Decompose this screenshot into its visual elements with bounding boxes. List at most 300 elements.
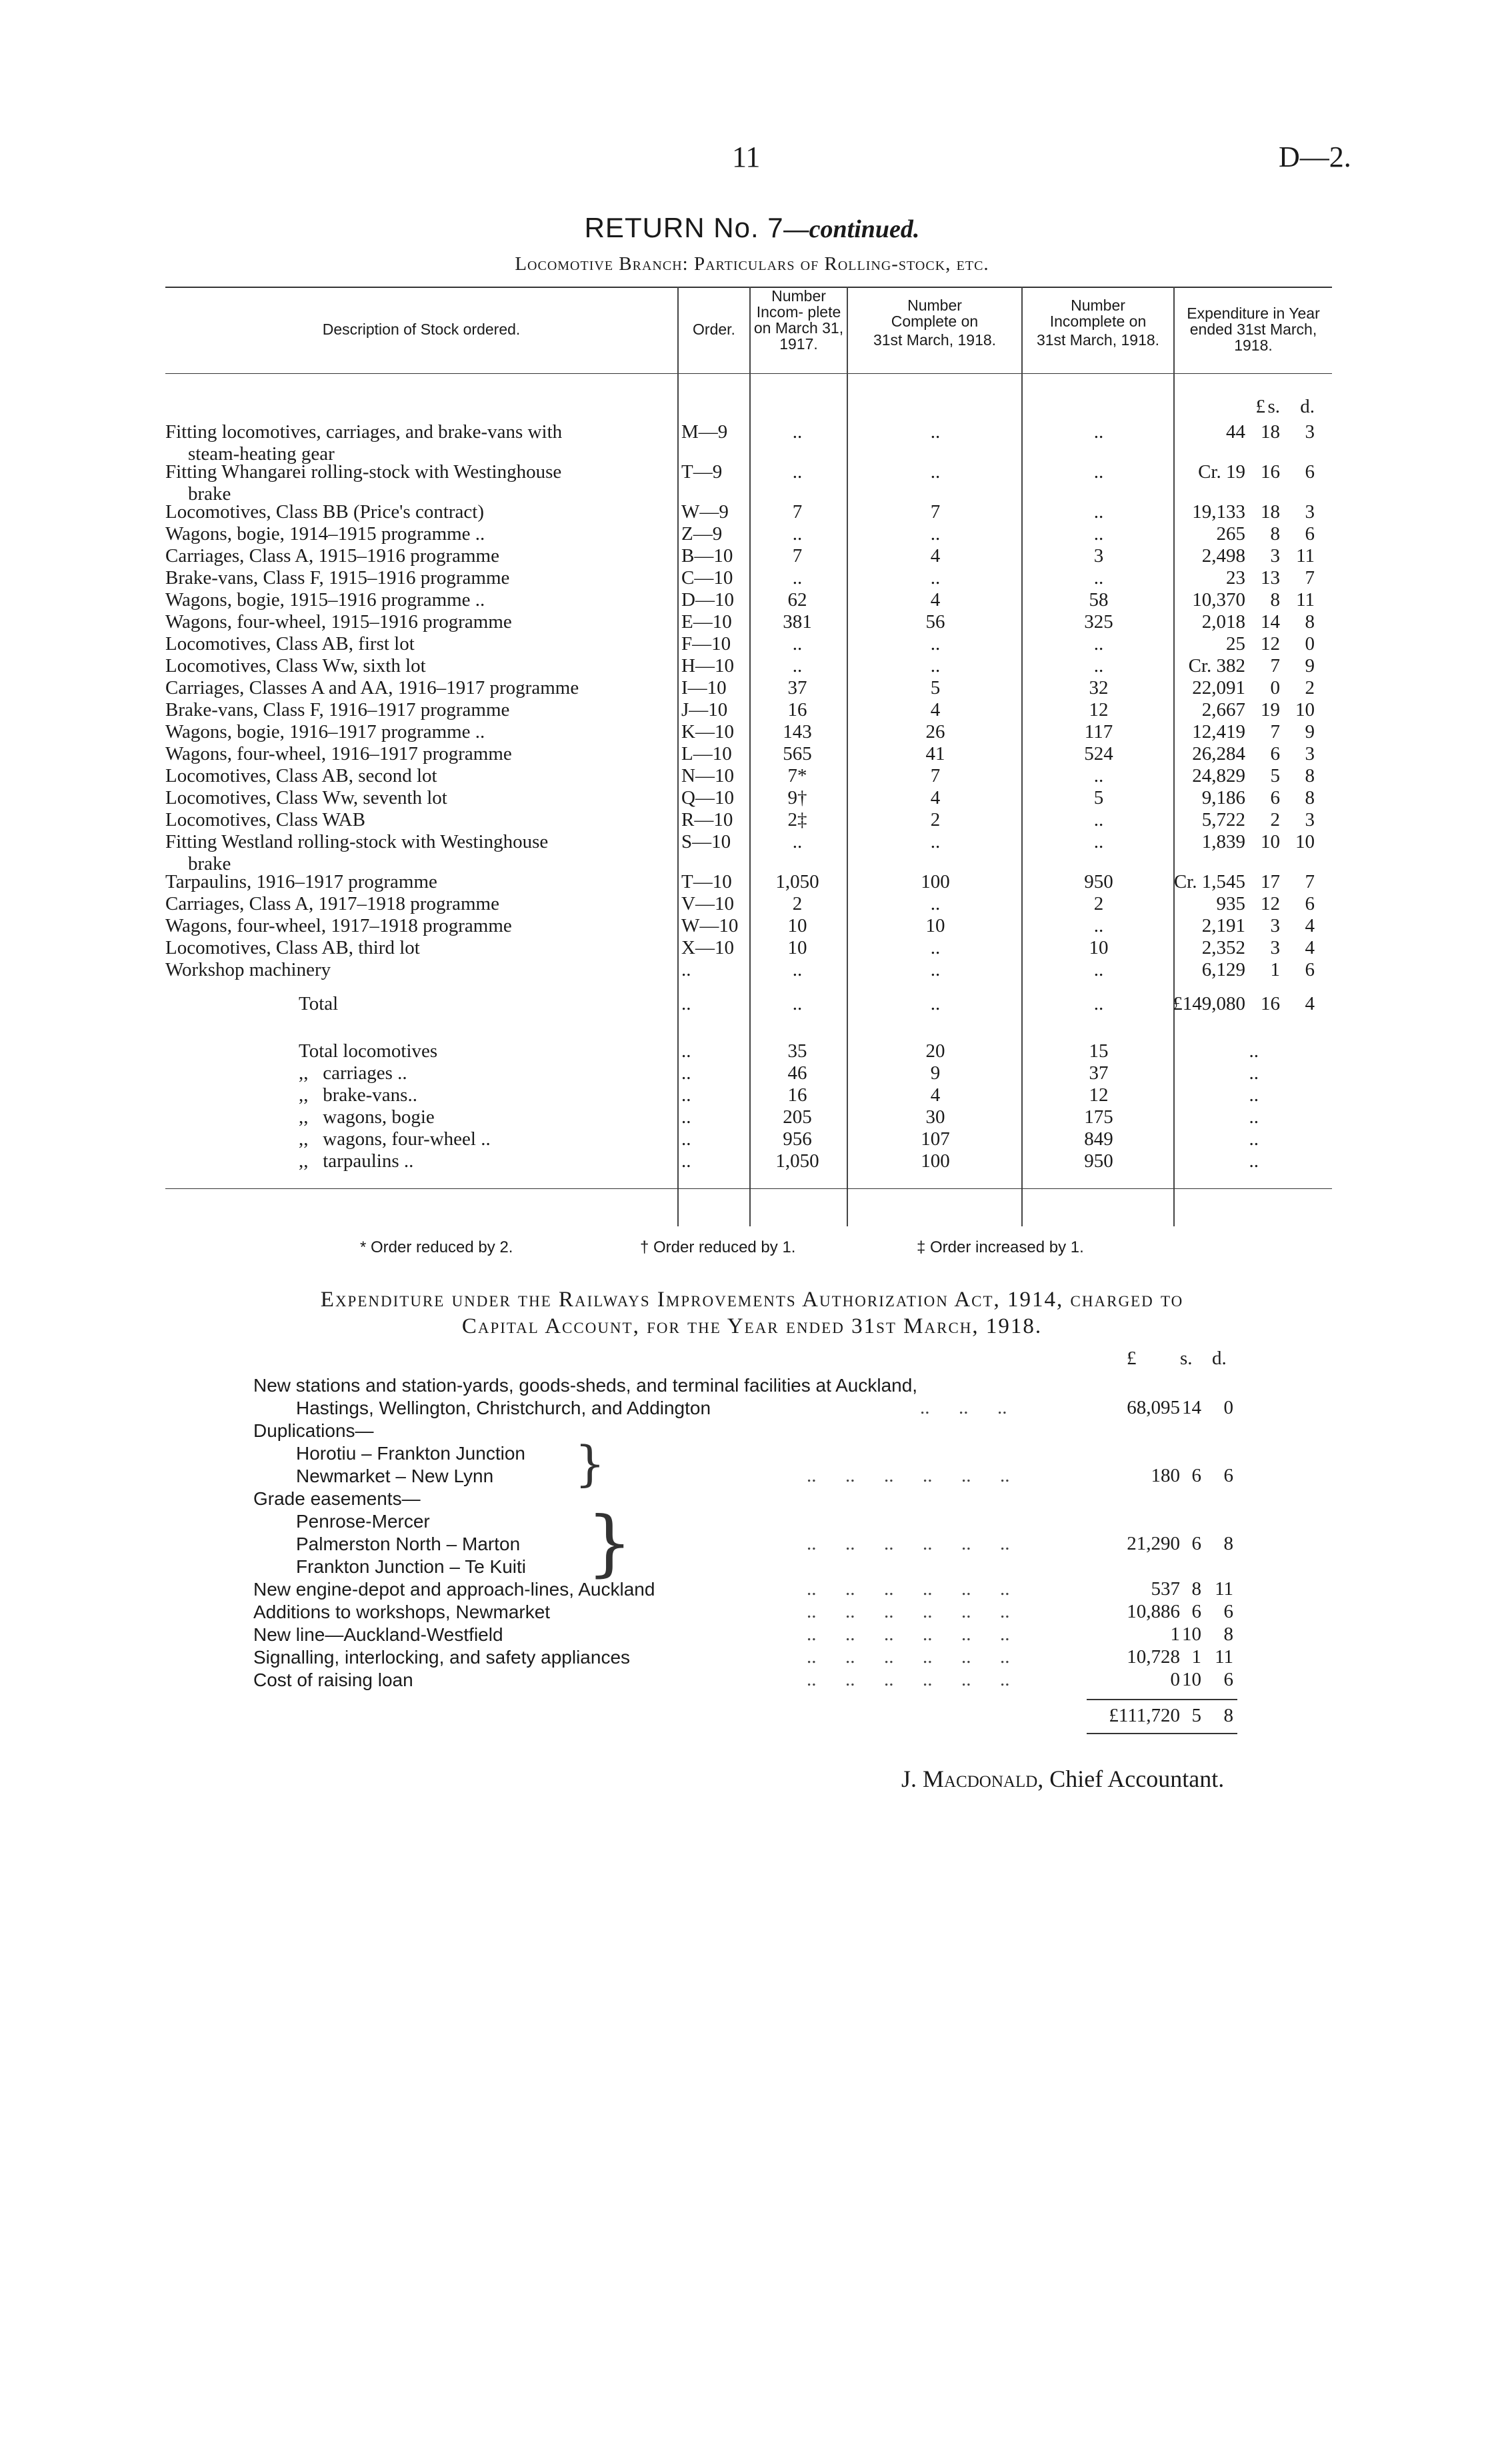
incomplete-1918: ..	[1093, 461, 1104, 483]
summary-label: ,, brake-vans..	[299, 1084, 417, 1106]
expenditure-shillings: 1	[1270, 959, 1280, 980]
document-code: D—2.	[1279, 141, 1351, 173]
incomplete-1917: 7	[792, 545, 803, 567]
expenditure-pence: 6	[1305, 523, 1315, 545]
order-code: F—10	[681, 633, 731, 654]
summary-expenditure: ..	[1249, 1150, 1259, 1172]
table-top-rule	[165, 287, 1332, 288]
complete-1918: ..	[930, 959, 941, 980]
summary-incomplete-1917: 1,050	[775, 1150, 819, 1172]
incomplete-1918: 5	[1093, 787, 1104, 808]
complete-1918: ..	[930, 461, 941, 483]
summary-complete-1918: 100	[921, 1150, 950, 1172]
table-row	[165, 545, 1332, 567]
stock-description: Carriages, Classes A and AA, 1916–1917 programme	[165, 677, 579, 698]
expenditure-item: New engine-depot and approach-lines, Auckland	[253, 1579, 655, 1600]
header-expenditure: Expenditure in Year ended 31st March, 1918.	[1187, 305, 1320, 354]
incomplete-1917: 1,050	[775, 871, 819, 892]
stock-description: Fitting Whangarei rolling-stock with Westinghouse	[165, 461, 562, 483]
complete-1918: 56	[925, 611, 945, 632]
expenditure-heading-line2: Capital Account, for the Year ended 31st March, 1918.	[461, 1314, 1043, 1338]
expenditure-pence: 4	[1305, 937, 1315, 958]
stock-description: Brake-vans, Class F, 1916–1917 programme	[165, 699, 510, 720]
expenditure-item: Penrose-Mercer	[296, 1511, 430, 1532]
complete-1918: 26	[925, 721, 945, 742]
summary-incomplete-1917: 35	[787, 1040, 807, 1062]
exp-pence-label: d.	[1212, 1348, 1227, 1369]
header-complete-1918	[848, 297, 1021, 348]
order-code: ..	[681, 959, 691, 980]
summary-order: ..	[681, 1040, 691, 1062]
expenditure-pence: 8	[1305, 611, 1315, 632]
order-code: B—10	[681, 545, 733, 567]
summary-expenditure: ..	[1249, 1106, 1259, 1128]
leader-dots: .. .. .. .. .. ..	[807, 1533, 1010, 1554]
table-row	[165, 809, 1332, 831]
expenditure-pounds: 265	[1216, 523, 1245, 545]
signature-block	[901, 1765, 1224, 1793]
table-row	[165, 937, 1332, 959]
stock-description: Wagons, four-wheel, 1916–1917 programme	[165, 743, 512, 764]
exp-total-pounds: £111,720	[1109, 1705, 1180, 1726]
complete-1918: ..	[930, 655, 941, 676]
stock-description: Workshop machinery	[165, 959, 331, 980]
expenditure-shillings: 14	[1261, 611, 1280, 632]
expenditure-item: New stations and station-yards, goods-sheds, and terminal facilities at Auckland,	[253, 1375, 918, 1396]
expenditure-shillings: 12	[1261, 633, 1280, 654]
exp-shillings: 6	[1191, 1465, 1201, 1486]
expenditure-shillings: 6	[1270, 743, 1280, 764]
expenditure-pence: 8	[1305, 787, 1315, 808]
incomplete-1918: ..	[1093, 655, 1104, 676]
incomplete-1918: 117	[1084, 721, 1113, 742]
incomplete-1918: 950	[1084, 871, 1113, 892]
order-code: C—10	[681, 567, 733, 589]
incomplete-1918: 10	[1089, 937, 1109, 958]
exp-pence: 6	[1223, 1465, 1233, 1486]
stock-description: Brake-vans, Class F, 1915–1916 programme	[165, 567, 510, 589]
summary-label: Total locomotives	[299, 1040, 438, 1062]
expenditure-shillings: 8	[1270, 523, 1280, 545]
exp-pence: 6	[1223, 1669, 1233, 1690]
stock-description-continued: brake	[188, 853, 231, 874]
leader-dots: .. .. .. .. .. ..	[807, 1578, 1010, 1600]
complete-1918: 2	[930, 809, 941, 830]
order-code: X—10	[681, 937, 734, 958]
table-row	[165, 501, 1332, 523]
order-code: N—10	[681, 765, 734, 786]
complete-1918: 5	[930, 677, 941, 698]
table-row	[165, 871, 1332, 893]
complete-1918: 4	[930, 699, 941, 720]
expenditure-pounds: 24,829	[1192, 765, 1245, 786]
return-title	[0, 212, 1504, 244]
stock-description: Fitting locomotives, carriages, and brake-vans with	[165, 421, 563, 443]
exp-total-shillings: 5	[1191, 1705, 1201, 1726]
expenditure-pence: 3	[1305, 809, 1315, 830]
expenditure-shillings: 18	[1261, 501, 1280, 523]
table-row	[165, 765, 1332, 787]
expenditure-shillings: 12	[1261, 893, 1280, 914]
incomplete-1918: ..	[1093, 831, 1104, 852]
currency-header-row	[165, 396, 1332, 418]
total-row	[165, 993, 1332, 1015]
order-code: W—9	[681, 501, 729, 523]
table-row	[165, 611, 1332, 633]
total-n2: ..	[930, 993, 941, 1014]
expenditure-pounds: 935	[1216, 893, 1245, 914]
leader-dots: .. .. ..	[920, 1397, 1007, 1418]
summary-row	[165, 1128, 1332, 1150]
expenditure-pounds: 9,186	[1201, 787, 1245, 808]
expenditure-pounds: 12,419	[1192, 721, 1245, 742]
order-code: D—10	[681, 589, 734, 611]
summary-expenditure: ..	[1249, 1084, 1259, 1106]
incomplete-1918: ..	[1093, 959, 1104, 980]
header-incomplete-date: 31st March, 1918.	[1036, 331, 1160, 349]
summary-label: ,, wagons, bogie	[299, 1106, 435, 1128]
expenditure-item: New line—Auckland-Westfield	[253, 1624, 503, 1645]
stock-description: Locomotives, Class AB, third lot	[165, 937, 420, 958]
expenditure-heading-line1: Expenditure under the Railways Improvements Authorization Act, 1914, charged to	[320, 1288, 1184, 1312]
incomplete-1917: 37	[787, 677, 807, 698]
complete-1918: 4	[930, 589, 941, 611]
incomplete-1917: 16	[787, 699, 807, 720]
expenditure-shillings: 7	[1270, 721, 1280, 742]
expenditure-item: Signalling, interlocking, and safety appliances	[253, 1647, 631, 1668]
order-code: K—10	[681, 721, 734, 742]
incomplete-1917: 565	[783, 743, 812, 764]
expenditure-shillings: 2	[1270, 809, 1280, 830]
order-code: S—10	[681, 831, 731, 852]
exp-shillings: 14	[1182, 1397, 1201, 1418]
expenditure-heading	[165, 1286, 1339, 1340]
expenditure-shillings: 3	[1270, 545, 1280, 567]
pence-label: d.	[1300, 396, 1315, 417]
complete-1918: ..	[930, 893, 941, 914]
expenditure-pence: 10	[1295, 699, 1315, 720]
exp-shillings: 6	[1191, 1601, 1201, 1622]
incomplete-1918: ..	[1093, 523, 1104, 545]
header-description: Description of Stock ordered.	[322, 321, 521, 338]
expenditure-pounds: 19,133	[1192, 501, 1245, 523]
expenditure-item: Palmerston North – Marton	[296, 1534, 521, 1554]
duplications-brace: }	[575, 1436, 605, 1492]
incomplete-1918: ..	[1093, 765, 1104, 786]
incomplete-1917: 143	[783, 721, 812, 742]
complete-1918: 4	[930, 545, 941, 567]
stock-description: Tarpaulins, 1916–1917 programme	[165, 871, 437, 892]
shilling-label: s.	[1267, 396, 1280, 417]
stock-description: Wagons, bogie, 1916–1917 programme ..	[165, 721, 485, 742]
expenditure-item: Grade easements—	[253, 1488, 421, 1509]
summary-incomplete-1918: 849	[1084, 1128, 1113, 1150]
exp-pence: 8	[1223, 1533, 1233, 1554]
table-bottom-rule	[165, 1188, 1332, 1189]
incomplete-1917: ..	[792, 633, 803, 654]
summary-complete-1918: 30	[925, 1106, 945, 1128]
expenditure-shillings: 0	[1270, 677, 1280, 698]
order-code: L—10	[681, 743, 732, 764]
incomplete-1917: 10	[787, 915, 807, 936]
summary-complete-1918: 9	[930, 1062, 941, 1084]
expenditure-pence: 0	[1305, 633, 1315, 654]
complete-1918: 41	[925, 743, 945, 764]
expenditure-shillings: 13	[1261, 567, 1280, 589]
leader-dots: .. .. .. .. .. ..	[807, 1646, 1010, 1668]
leader-dots: .. .. .. .. .. ..	[807, 1465, 1010, 1486]
summary-row	[165, 1084, 1332, 1106]
summary-incomplete-1918: 950	[1084, 1150, 1113, 1172]
incomplete-1917: ..	[792, 461, 803, 483]
expenditure-shillings: 10	[1261, 831, 1280, 852]
expenditure-shillings: 19	[1261, 699, 1280, 720]
order-code: M—9	[681, 421, 728, 443]
leader-dots: .. .. .. .. .. ..	[807, 1669, 1010, 1690]
summary-label: ,, wagons, four-wheel ..	[299, 1128, 491, 1150]
complete-1918: ..	[930, 633, 941, 654]
expenditure-pounds: 2,018	[1201, 611, 1245, 632]
order-code: R—10	[681, 809, 733, 830]
total-label: Total	[299, 993, 339, 1014]
expenditure-pounds: 2,191	[1201, 915, 1245, 936]
table-row	[165, 721, 1332, 743]
incomplete-1917: 10	[787, 937, 807, 958]
incomplete-1918: 3	[1093, 545, 1104, 567]
expenditure-shillings: 16	[1261, 461, 1280, 483]
incomplete-1917: ..	[792, 523, 803, 545]
expenditure-pounds: 26,284	[1192, 743, 1245, 764]
table-row	[165, 421, 1332, 443]
footnote-2: † Order reduced by 1.	[640, 1238, 796, 1256]
stock-description: Locomotives, Class WAB	[165, 809, 365, 830]
total-order: ..	[681, 993, 691, 1014]
header-complete-date: 31st March, 1918.	[873, 331, 997, 349]
incomplete-1917: 62	[787, 589, 807, 611]
order-code: E—10	[681, 611, 732, 632]
incomplete-1918: ..	[1093, 501, 1104, 523]
table-row	[165, 743, 1332, 765]
table-row	[165, 893, 1332, 915]
summary-incomplete-1918: 12	[1089, 1084, 1109, 1106]
exp-total-pence: 8	[1223, 1705, 1233, 1726]
complete-1918: 10	[925, 915, 945, 936]
exp-shillings: 1	[1191, 1646, 1201, 1668]
complete-1918: ..	[930, 567, 941, 589]
summary-complete-1918: 107	[921, 1128, 950, 1150]
expenditure-pounds: 22,091	[1192, 677, 1245, 698]
complete-1918: ..	[930, 831, 941, 852]
expenditure-pounds: Cr. 19	[1198, 461, 1245, 483]
order-code: J—10	[681, 699, 728, 720]
total-n1: ..	[792, 993, 803, 1014]
summary-label: ,, carriages ..	[299, 1062, 407, 1084]
expenditure-pounds: 2,498	[1201, 545, 1245, 567]
header-incomplete-1918	[1023, 297, 1173, 348]
return-title-suffix: —continued.	[783, 215, 920, 243]
table-row	[165, 589, 1332, 611]
summary-incomplete-1917: 46	[787, 1062, 807, 1084]
exp-pence: 6	[1223, 1601, 1233, 1622]
exp-pound-label: £	[1127, 1348, 1137, 1369]
order-code: I—10	[681, 677, 727, 698]
incomplete-1918: 2	[1093, 893, 1104, 914]
accountant-name: J. Macdonald,	[901, 1766, 1044, 1792]
expenditure-pence: 6	[1305, 461, 1315, 483]
complete-1918: ..	[930, 937, 941, 958]
expenditure-pounds: 25	[1226, 633, 1245, 654]
expenditure-pence: 8	[1305, 765, 1315, 786]
table-row	[165, 959, 1332, 981]
incomplete-1917: 7	[792, 501, 803, 523]
rolling-stock-table	[165, 281, 1332, 1234]
stock-description: Carriages, Class A, 1917–1918 programme	[165, 893, 499, 914]
order-code: Z—9	[681, 523, 723, 545]
footnote-1: * Order reduced by 2.	[360, 1238, 513, 1256]
header-incomplete-text: Number Incomplete on	[1049, 297, 1147, 330]
grade-easements-brace: }	[587, 1502, 633, 1585]
exp-pounds: 68,095	[1127, 1397, 1180, 1418]
summary-row	[165, 1062, 1332, 1084]
exp-pounds: 180	[1151, 1465, 1180, 1486]
incomplete-1917: ..	[792, 655, 803, 676]
summary-incomplete-1918: 37	[1089, 1062, 1109, 1084]
expenditure-pounds: 10,370	[1192, 589, 1245, 611]
stock-description: Locomotives, Class Ww, sixth lot	[165, 655, 426, 676]
exp-pence: 11	[1215, 1646, 1233, 1668]
summary-expenditure: ..	[1249, 1062, 1259, 1084]
expenditure-shillings: 5	[1270, 765, 1280, 786]
exp-pounds: 10,886	[1127, 1601, 1180, 1622]
table-row	[165, 567, 1332, 589]
stock-description-continued: brake	[188, 483, 231, 505]
order-code: V—10	[681, 893, 734, 914]
stock-description: Carriages, Class A, 1915–1916 programme	[165, 545, 499, 567]
expenditure-shillings: 8	[1270, 589, 1280, 611]
expenditure-pounds: 1,839	[1201, 831, 1245, 852]
incomplete-1917: 7*	[787, 765, 807, 786]
summary-label: ,, tarpaulins ..	[299, 1150, 414, 1172]
exp-pounds: 0	[1170, 1669, 1180, 1690]
table-row	[165, 655, 1332, 677]
expenditure-shillings: 6	[1270, 787, 1280, 808]
exp-pounds: 21,290	[1127, 1533, 1180, 1554]
stock-description: Locomotives, Class BB (Price's contract)	[165, 501, 484, 523]
table-row	[165, 633, 1332, 655]
page-number: 11	[732, 141, 761, 173]
expenditure-pounds: 23	[1226, 567, 1245, 589]
summary-order: ..	[681, 1150, 691, 1172]
leader-dots: .. .. .. .. .. ..	[807, 1601, 1010, 1622]
table-row	[165, 787, 1332, 809]
stock-description: Locomotives, Class AB, second lot	[165, 765, 437, 786]
stock-description: Wagons, bogie, 1914–1915 programme ..	[165, 523, 485, 545]
expenditure-pence: 3	[1305, 743, 1315, 764]
exp-pence: 11	[1215, 1578, 1233, 1600]
table-row	[165, 461, 1332, 483]
accountant-title: Chief Accountant.	[1049, 1766, 1225, 1792]
expenditure-pence: 4	[1305, 915, 1315, 936]
order-code: W—10	[681, 915, 739, 936]
expenditure-item: Newmarket – New Lynn	[296, 1466, 494, 1486]
incomplete-1917: ..	[792, 959, 803, 980]
expenditure-shillings: 7	[1270, 655, 1280, 676]
incomplete-1918: 32	[1089, 677, 1109, 698]
incomplete-1918: 12	[1089, 699, 1109, 720]
order-code: T—10	[681, 871, 732, 892]
exp-total-double-rule	[1087, 1733, 1237, 1734]
expenditure-item: Cost of raising loan	[253, 1670, 413, 1690]
summary-expenditure: ..	[1249, 1128, 1259, 1150]
expenditure-pence: 6	[1305, 893, 1315, 914]
incomplete-1918: ..	[1093, 633, 1104, 654]
total-pence: 4	[1305, 993, 1315, 1014]
summary-incomplete-1918: 175	[1084, 1106, 1113, 1128]
expenditure-pence: 3	[1305, 501, 1315, 523]
header-complete-text: Number Complete on	[891, 297, 979, 330]
summary-incomplete-1917: 956	[783, 1128, 812, 1150]
footnote-3: ‡ Order increased by 1.	[917, 1238, 1084, 1256]
exp-shillings: 10	[1182, 1624, 1201, 1645]
incomplete-1918: 524	[1084, 743, 1113, 764]
stock-description: Wagons, four-wheel, 1915–1916 programme	[165, 611, 512, 632]
expenditure-shillings: 18	[1261, 421, 1280, 443]
incomplete-1917: ..	[792, 831, 803, 852]
summary-complete-1918: 20	[925, 1040, 945, 1062]
expenditure-item: Horotiu – Frankton Junction	[296, 1443, 525, 1464]
incomplete-1918: ..	[1093, 567, 1104, 589]
stock-description: Wagons, four-wheel, 1917–1918 programme	[165, 915, 512, 936]
exp-pounds: 537	[1151, 1578, 1180, 1600]
summary-order: ..	[681, 1106, 691, 1128]
incomplete-1918: 58	[1089, 589, 1109, 611]
expenditure-item: Hastings, Wellington, Christchurch, and Addington	[296, 1398, 711, 1418]
exp-pounds: 1	[1170, 1624, 1180, 1645]
order-code: T—9	[681, 461, 723, 483]
stock-description: Locomotives, Class AB, first lot	[165, 633, 415, 654]
exp-total-rule	[1087, 1699, 1237, 1700]
table-row	[165, 523, 1332, 545]
complete-1918: 7	[930, 765, 941, 786]
stock-description: Fitting Westland rolling-stock with Westinghouse	[165, 831, 549, 852]
expenditure-pounds: Cr. 1,545	[1173, 871, 1245, 892]
summary-incomplete-1917: 16	[787, 1084, 807, 1106]
table-subtitle: Locomotive Branch: Particulars of Rolling-stock, etc.	[515, 253, 989, 275]
incomplete-1918: 325	[1084, 611, 1113, 632]
stock-description: Wagons, bogie, 1915–1916 programme ..	[165, 589, 485, 611]
stock-description: Locomotives, Class Ww, seventh lot	[165, 787, 447, 808]
expenditure-pence: 10	[1295, 831, 1315, 852]
table-row	[165, 831, 1332, 853]
expenditure-pence: 7	[1305, 567, 1315, 589]
expenditure-pounds: 5,722	[1201, 809, 1245, 830]
expenditure-pence: 11	[1296, 545, 1315, 567]
total-pounds: £149,080	[1173, 993, 1245, 1014]
complete-1918: ..	[930, 421, 941, 443]
exp-pounds: 10,728	[1127, 1646, 1180, 1668]
expenditure-pence: 9	[1305, 655, 1315, 676]
incomplete-1918: ..	[1093, 421, 1104, 443]
incomplete-1917: ..	[792, 421, 803, 443]
expenditure-pounds: 2,352	[1201, 937, 1245, 958]
order-code: Q—10	[681, 787, 734, 808]
expenditure-pence: 6	[1305, 959, 1315, 980]
return-title-main: RETURN No. 7	[584, 212, 784, 243]
summary-incomplete-1917: 205	[783, 1106, 812, 1128]
stock-description-continued: steam-heating gear	[188, 443, 335, 465]
exp-pence: 0	[1223, 1397, 1233, 1418]
summary-complete-1918: 4	[930, 1084, 941, 1106]
